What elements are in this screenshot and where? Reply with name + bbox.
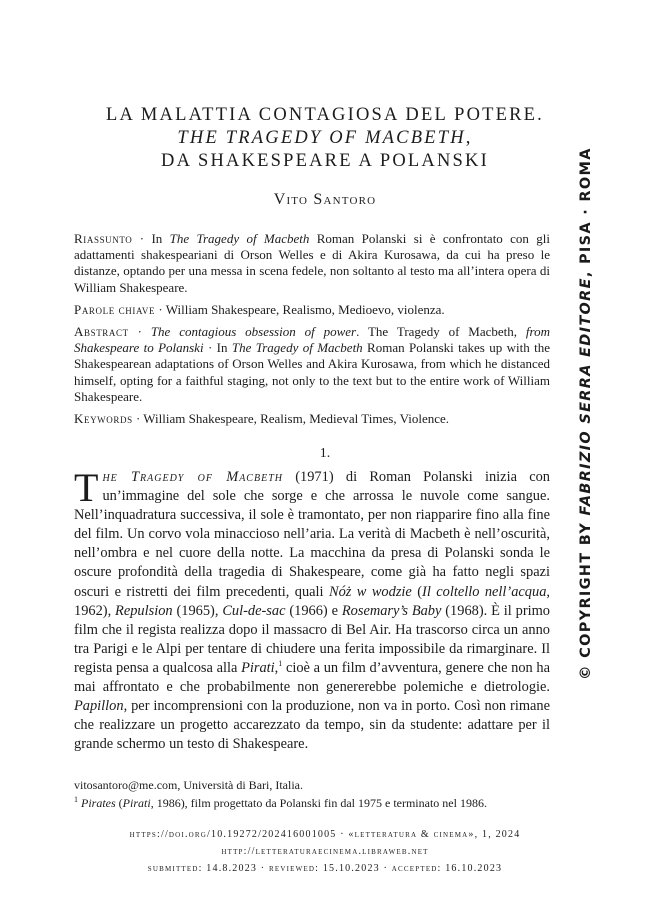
title-line-2: THE TRAGEDY OF MACBETH, [177, 128, 473, 148]
keywords-paragraph: Keywords · William Shakespeare, Realism, Medieval Times, Violence. [74, 411, 449, 427]
lead-in-title: he Tragedy of Macbeth [102, 469, 283, 485]
author-affiliation: vitosantoro@me.com, Università di Bari, Italia. [74, 778, 303, 792]
riassunto-paragraph: Riassunto · In The Tragedy of Macbeth Roman Polanski si è confrontato con gli adattamenti shakespeariani di Orson Welles e di Akira Kurosawa, da cui ha preso le distanze, optando per una messa in scena fedele, non soltanto al testo ma all’intera opera di William Shakespeare. [74, 231, 550, 295]
footnotes [74, 776, 550, 812]
drop-cap: T [74, 465, 99, 510]
footer-doi[interactable]: https://doi.org/10.19272/202416001005 · «letteratura & cinema», 1, 2024 [129, 829, 521, 840]
abstract-paragraph: Abstract · The contagious obsession of power. The Tragedy of Macbeth, from Shakespeare to Polanski · In The Tragedy of Macbeth Roman Polanski takes up with the Shakespearean adaptations of Orson Welles and Akira Kurosawa, from which he distanced himself, opting for a faithful staging, not only to the text but to the entire work of William Shakespeare. [74, 324, 550, 404]
parole-chiave-paragraph: Parole chiave · William Shakespeare, Realismo, Medioevo, violenza. [74, 301, 445, 317]
keywords-label: Keywords [74, 411, 133, 427]
footnote-1: $^1$ Pirates (Pirati, 1986), film progettato da Polanski fin dal 1975 e terminato nel 1986. [74, 795, 487, 810]
article-title [0, 104, 650, 173]
abstract-block [74, 231, 550, 433]
author-name: Vito Santoro [273, 191, 377, 208]
title-line-3: DA SHAKESPEARE A POLANSKI [161, 151, 489, 171]
title-line-1: LA MALATTIA CONTAGIOSA DEL POTERE. [106, 105, 544, 125]
copyright-notice: © COPYRIGHT BY FABRIZIO SERRA EDITORE, PISA · ROMA [578, 147, 594, 680]
footer-dates: submitted: 14.8.2023 · reviewed: 15.10.2023 · accepted: 16.10.2023 [147, 863, 503, 874]
parole-chiave-label: Parole chiave [74, 301, 156, 317]
footnote-reference[interactable]: 1 [278, 659, 283, 669]
page-footer [0, 826, 650, 877]
footer-url[interactable]: http://letteraturaecinema.libraweb.net [221, 846, 429, 857]
riassunto-label: Riassunto [74, 231, 133, 246]
body-text [74, 465, 551, 754]
abstract-label: Abstract [74, 324, 129, 340]
body-paragraph: The Tragedy of Macbeth (1971) di Roman Polanski inizia con un’immagine del sole che sorge e che arrossa le nuvole come sangue. Nell’inquadratura successiva, il sole è tramontato, per non riapparire fino alla fine del film. Un corvo vola minaccioso nell’aria. La verità di Macbeth è nell’oscurità, nell’ombra e nel cuore della notte. La macchina da presa di Polanski sonda le oscure profondità della tragedia di Shakespeare, come già ha fatto negli spazi oscuri e ristretti dei film precedenti, quali Nóż w wodzie (Il coltello nell’acqua, 1962), Repulsion (1965), Cul-de-sac (1966) e Rosemary’s Baby (1968). È il primo film che il regista realizza dopo il massacro di Bel Air. Ha trascorso circa un anno tra Parigi e le Alpi per tentare di chiudere una ferita impossibile da rimarginare. Il regista pensa a qualcosa alla Pirati,$^1$ cioè a un film d’avventura, genere che non ha mai affrontato e che probabilmente non genererebbe polemiche e dietrologie. Papillon, per incomprensioni con la produzione, non va in porto. Così non rimane che realizzare un progetto accarezzato da tempo, sin da studente: adattare per il grande schermo un testo di Shakespeare. [74, 465, 551, 753]
title-film-name: THE TRAGEDY OF MACBETH [177, 128, 466, 148]
section-number: 1. [319, 446, 331, 461]
